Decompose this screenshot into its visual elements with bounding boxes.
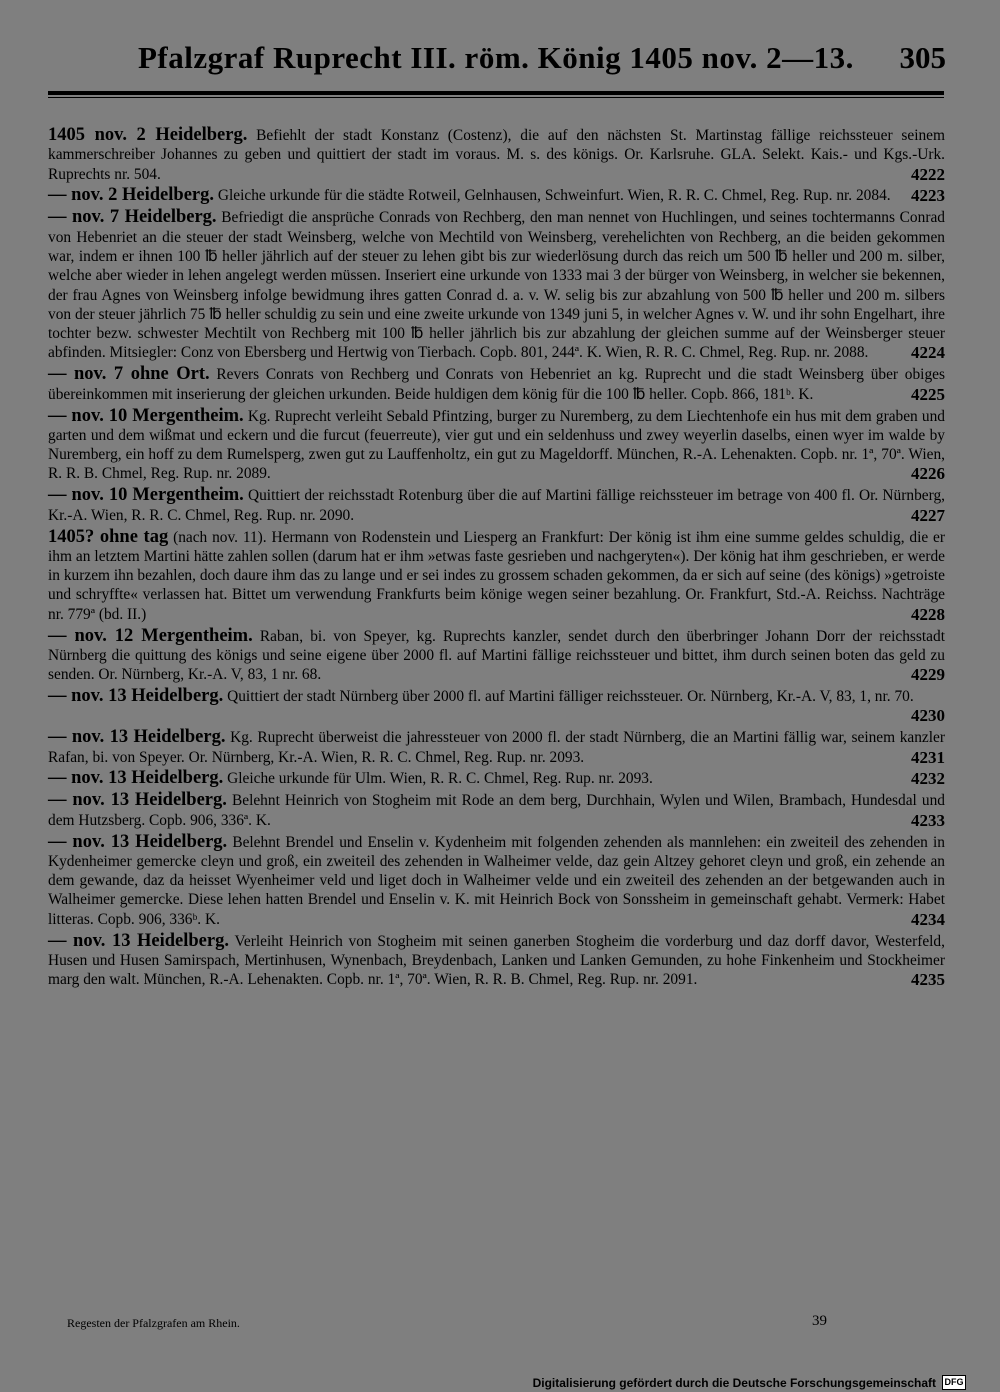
regest-entry-4222 xyxy=(48,126,945,184)
entry-number: 4227 xyxy=(911,505,945,525)
regest-entry-4223 xyxy=(48,186,945,205)
entry-date: — nov. 10 Mergentheim. xyxy=(48,405,244,426)
entry-text: Raban, bi. von Speyer, kg. Ruprechts kanzler, sendet durch den überbringer Johann Dorr der reichsstadt Nürnberg die quittung des königs und seine eigene über 2000 fl. auf Martini fällige reichssteuer und bittet, ihm durch seinen boten das geld zu senden. Or. Nürnberg, Kr.-A. V, 83, 1 nr. 68. xyxy=(48,627,945,684)
entry-date: — nov. 10 Mergentheim. xyxy=(48,485,244,506)
regest-entry-4224 xyxy=(48,208,945,362)
page-number: 305 xyxy=(899,40,946,75)
entry-number: 4229 xyxy=(911,665,945,685)
regest-entry-4228 xyxy=(48,528,945,624)
dfg-logo-icon: DFG xyxy=(942,1375,966,1390)
entry-text: Befriedigt die ansprüche Conrads von Rechberg, den man nennet von Huchlingen, und seines tochtermanns Conrad von Hebenriet an die steuer der stadt Weinsberg, welche von Mechtild von Weinsberg, verehelichten von Rechberg, an die beiden gekommen war, indem er ihnen 100 ℔ heller jährlich auf der steuer zu lehen gibt bis zur wiederlösung durch das reich um 500 ℔ heller und 200 m. silber, welche aber wieder in lehen angelegt werden müssen. Inseriert eine urkunde von 1333 mai 3 der bürger von Weinsberg, in welcher sie bekennen, der frau Agnes von Weinsberg infolge bewidmung ihres gatten Conrad d. a. v. W. selig bis zur abzahlung von 500 ℔ heller und 200 m. silbers von der steuer jährlich 75 ℔ heller schuldig zu sein und eine zweite urkunde von 1349 juni 5, in welcher Agnes v. W. und ihr sohn Engelhart, ihre tochter bezw. schwester Mechtilt von Rechberg mit 100 ℔ heller jährlich bis zur abzahlung der gleichen summe auf der Weinsberger steuer abfinden. Mitsiegler: Conz von Ebersberg und Hertwig von Tierbach. Copb. 801, 244ª. K. Wien, R. R. C. Chmel, Reg. Rup. nr. 2088. xyxy=(48,209,945,362)
regest-entries xyxy=(48,126,945,992)
header-rule-thick xyxy=(48,91,944,95)
header-rule-thin xyxy=(48,97,944,98)
footer-sheet-number: 39 xyxy=(812,1313,827,1329)
entry-number: 4234 xyxy=(911,909,945,929)
footer-series-title: Regesten der Pfalzgrafen am Rhein. xyxy=(67,1316,240,1330)
entry-text: Revers Conrats von Rechberg und Conrats von Hebenriet an kg. Ruprecht und die stadt Weinsberg über obiges übereinkommen mit inserierung der gleichen urkunden. Beide huldigen dem könig für die 100 ℔ heller. Copb. 866, 181ᵇ. K. xyxy=(48,366,945,403)
entry-text: Gleiche urkunde für die städte Rotweil, Gelnhausen, Schweinfurt. Wien, R. R. C. Chmel, Reg. Rup. nr. 2084. xyxy=(217,187,891,205)
entry-date: — nov. 12 Mergentheim. xyxy=(48,625,253,646)
entry-date: — nov. 13 Heidelberg. xyxy=(48,686,224,707)
entry-number: 4223 xyxy=(911,186,945,206)
entry-text: Befiehlt der stadt Konstanz (Costenz), die auf den nächsten St. Martinstag fällige reichssteuer seinem kammerschreiber Johannes zu geben und quittiert der stadt im voraus. M. s. des königs. Or. Karlsruhe. GLA. Selekt. Kais.- und Kgs.-Urk. Ruprechts nr. 504. xyxy=(48,127,945,183)
regest-entry-4227 xyxy=(48,486,945,525)
credit-text: Digitalisierung gefördert durch die Deutsche Forschungsgemeinschaft xyxy=(532,1375,936,1390)
entry-number: 4224 xyxy=(911,343,945,363)
entry-text: Kg. Ruprecht verleiht Sebald Pfintzing, burger zu Nuremberg, zu dem Liechtenhofe ein hus mit dem graben und garten und dem wißmat und eckern und die furcut (feuerreute), vier gut und ein seldenhuss und zwey weyerlin daselbs, einen wyer im walde by Nuremberg, ein hoff zu dem Rumelsperg, zwen gut zu Lauffenholtz, ein gut zu Mageldorff. München, R.-A. Lehenakten. Copb. nr. 1ª, 70ª. Wien, R. R. B. Chmel, Reg. Rup. nr. 2089. xyxy=(48,407,945,483)
entry-text: Belehnt Heinrich von Stogheim mit Rode an dem berg, Durchhain, Wylen und Wilen, Brambach, Hundesdal und dem Hutzsberg. Copb. 906, 336ª. K. xyxy=(48,792,945,829)
entry-date: 1405? ohne tag xyxy=(48,526,169,547)
entry-number: 4228 xyxy=(911,604,945,624)
entry-number: 4225 xyxy=(911,384,945,404)
entry-number: 4226 xyxy=(911,464,945,484)
entry-date: — nov. 13 Heidelberg. xyxy=(48,727,226,748)
regest-entry-4235 xyxy=(48,932,945,990)
entry-date: — nov. 13 Heidelberg. xyxy=(48,790,227,811)
entry-text: Quittiert der stadt Nürnberg über 2000 fl. auf Martini fälliger reichssteuer. Or. Nürnberg, Kr.-A. V, 83, 1, nr. 70. xyxy=(227,688,914,706)
page-header xyxy=(48,40,946,84)
entry-date: — nov. 2 Heidelberg. xyxy=(48,185,214,206)
entry-date: — nov. 7 Heidelberg. xyxy=(48,207,217,228)
regest-entry-4233 xyxy=(48,791,945,830)
entry-text: Quittiert der reichsstadt Rotenburg über die auf Martini fällige reichssteuer im betrage von 400 fl. Or. Nürnberg, Kr.-A. Wien, R. R. C. Chmel, Reg. Rup. nr. 2090. xyxy=(48,487,945,524)
regest-entry-4225 xyxy=(48,365,945,404)
entry-text: Gleiche urkunde für Ulm. Wien, R. R. C. Chmel, Reg. Rup. nr. 2093. xyxy=(227,770,653,788)
entry-number: 4231 xyxy=(911,747,945,767)
entry-text: Kg. Ruprecht überweist die jahressteuer von 2000 fl. der stadt Nürnberg, die an Martini fällig war, seinem kanzler Rafan, bi. von Speyer. Or. Nürnberg, Kr.-A. Wien, R. R. C. Chmel, Reg. Rup. nr. 2093. xyxy=(48,729,945,766)
regest-entry-4230 xyxy=(48,687,945,726)
regest-entry-4229 xyxy=(48,627,945,685)
entry-number: 4232 xyxy=(911,769,945,789)
entry-date: — nov. 13 Heidelberg. xyxy=(48,831,228,852)
entry-date: — nov. 13 Heidelberg. xyxy=(48,930,229,951)
entry-text: Belehnt Brendel und Enselin v. Kydenheim mit folgenden zehenden als mannlehen: ein zweiteil des zehenden in Kydenheimer gemercke cleyn und groß, ein zweiteil des zehenden in Walheimer velde, daz gein Altzey gehoret cleyn und groß, ein zehende an dem gewande, daz da heisset Wyenheimer veld und liget doch in Walheimer velde und ein zweiteil des zehenden an der betgewanden auch in Walheimer gemercke. Diese lehen hatten Brendel und Enselin v. K. mit Heinrich Bock von Sonssheim in gemeinschaft gehabt. Vermerk: Habet litteras. Copb. 906, 336ᵇ. K. xyxy=(48,833,945,928)
running-title: Pfalzgraf Ruprecht III. röm. König 1405 nov. 2—13. xyxy=(138,40,854,75)
regest-entry-4231 xyxy=(48,728,945,767)
entry-date: — nov. 13 Heidelberg. xyxy=(48,768,224,789)
entry-date: — nov. 7 ohne Ort. xyxy=(48,364,210,385)
regest-entry-4232 xyxy=(48,769,945,788)
digitization-credit xyxy=(533,1375,966,1390)
regest-entry-4226 xyxy=(48,407,945,484)
entry-number: 4233 xyxy=(911,810,945,830)
entry-date: 1405 nov. 2 Heidelberg. xyxy=(48,125,248,145)
entry-number: 4235 xyxy=(911,970,945,990)
entry-number: 4222 xyxy=(911,164,945,184)
entry-text: (nach nov. 11). Hermann von Rodenstein und Liesperg an Frankfurt: Der könig ist ihm eine summe geldes schuldig, die er ihm an letztem Martini hätte zahlen sollen (darum hat er ihm »etwas faste gesrieben und nachgeryten«). Der könig hat ihm geschrieben, er werde in kurzem ihn bezahlen, doch daure ihm das zu lange und er sei indes zu grossem schaden gekommen, da er sich auf seine (des königs) »getroiste und schryffte« verlassen hat. Bittet um verwendung Frankfurts beim könige wegen seiner bezahlung. Or. Frankfurt, Std.-A. Reichss. Nachträge nr. 779ª (bd. II.) xyxy=(48,528,945,623)
entry-text: Verleiht Heinrich von Stogheim mit seinen ganerben Stogheim die vorderburg und daz dorff davor, Westerfeld, Husen und Husen Samirspach, Mertinhusen, Wynenbach, Breydenbach, Lanken und Lanken Gemunden, zu hohe Finkenheim und Stockheimer marg den walt. München, R.-A. Lehenakten. Copb. nr. 1ª, 70ª. Wien, R. R. B. Chmel, Reg. Rup. nr. 2091. xyxy=(48,932,945,989)
entry-number: 4230 xyxy=(911,706,945,726)
regest-entry-4234 xyxy=(48,833,945,929)
